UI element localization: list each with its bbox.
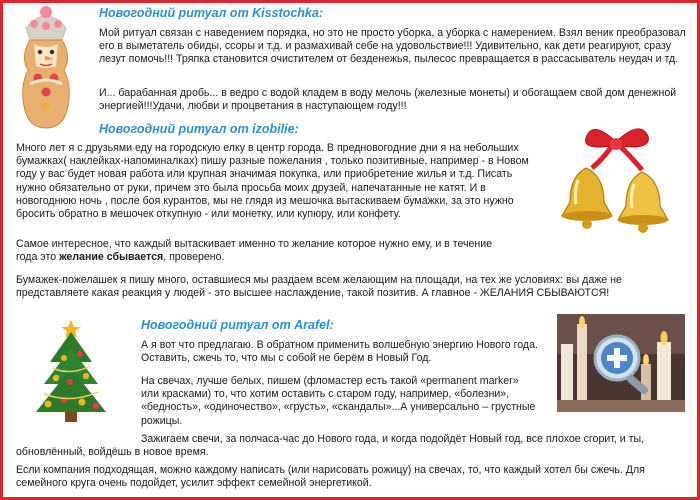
kisstochka-paragraph-1: Мой ритуал связан с наведением порядка, но это не просто уборка, а уборка с намерением. Взял веник преобразовал его в выметатель обиды, ссоры и т.д. и размахивай себе на удовольствие!!! Удивительно, как дети реагируют, сразу лезут помочь!!! Тряпка становится очистителем от безденежья, пылесос превращается в рассасыватель неудач и тд. <box>99 27 686 66</box>
arafel-paragraph-2: На свечах, лучше белых, пишем (фломастер есть такой «permanent marker» или красками) то, что хотим оставить с старом году, например, «болезни», «бедность», «одиночество», «грусть», «скандалы»...А универсально – грустные рожицы. <box>141 375 536 427</box>
arafel-paragraph-4: Если компания подходящая, можно каждому написать (или нарисовать рожицу) на свечах, то, что каждый хотел бы сжечь. Для семейного круга очень подойдет, усилит эффект семейной энергетикой. <box>16 464 645 490</box>
kisstochka-paragraph-2: И... барабанная дробь... в ведро с водой кладем в воду мелочь (железные монеты) и обогащаем свой дом денежной энергией!!!Удачи, любви и процветания в наступающем году!!! <box>99 87 677 113</box>
christmas-tree-icon <box>30 318 112 424</box>
izobilie-paragraph-1: Много лет я с друзьями еду на городскую елку в центр города. В предновогодние дни я на небольших бумажках( наклейках-напоминалках) пишу разные пожелания , только позитивные, например - в Новом году у вас будет новая работа или крупная значимая покупка, или приобретение жилья и т.д. Писать нужно обязательно от руки, причем это была просьба моих друзей, напечатанные не катят. И в новогоднюю ночь , после боя курантов, мы не глядя из мешочка вытаскиваем бумажки, за это нужно бросить обратно в мешочек откупную - или монетку, или купюру, или конфету. <box>16 142 529 221</box>
christmas-bells-icon <box>552 120 680 240</box>
arafel-paragraph-3: Зажигаем свечи, за полчаса-час до Нового года, и когда подойдёт Новый год, все плохое сгорит, и ты, обновлённый, войдёшь в новое время. <box>16 433 645 459</box>
izobilie-paragraph-2 <box>16 238 516 264</box>
zoom-plus-icon[interactable] <box>595 336 639 380</box>
section-heading-kisstochka: Новогодний ритуал от Kisstochka: <box>99 6 324 20</box>
izobilie-p2-text-after: , проверено. <box>163 251 225 264</box>
izobilie-p2-bold: желание сбывается <box>59 251 164 264</box>
candles-photo[interactable] <box>557 314 685 412</box>
izobilie-paragraph-3: Бумажек-пожелашек я пишу много, оставшиеся мы раздаем всем желающим на площади, на тех же условиях: вы даже не представляете какая реакция у людей - это высшее наслаждение, такой позитив. А главное - ЖЕЛАНИЯ СБЫВАЮТСЯ! <box>16 274 622 300</box>
arafel-paragraph-1: А я вот что предлагаю. В обратном применить волшебную энергию Нового года. Оставить, сжечь то, что мы с собой не берём в Новый Год. <box>141 339 538 365</box>
izobilie-p2-text-before: Самое интересное, что каждый вытаскивает именно то желание которое нужно ему, и в течение года это <box>16 238 493 264</box>
section-heading-arafel: Новогодний ритуал от Arafel: <box>141 318 334 332</box>
snowman-cookie-icon <box>12 6 80 132</box>
section-heading-izobilie: Новогодний ритуал от izobilie: <box>99 122 299 136</box>
